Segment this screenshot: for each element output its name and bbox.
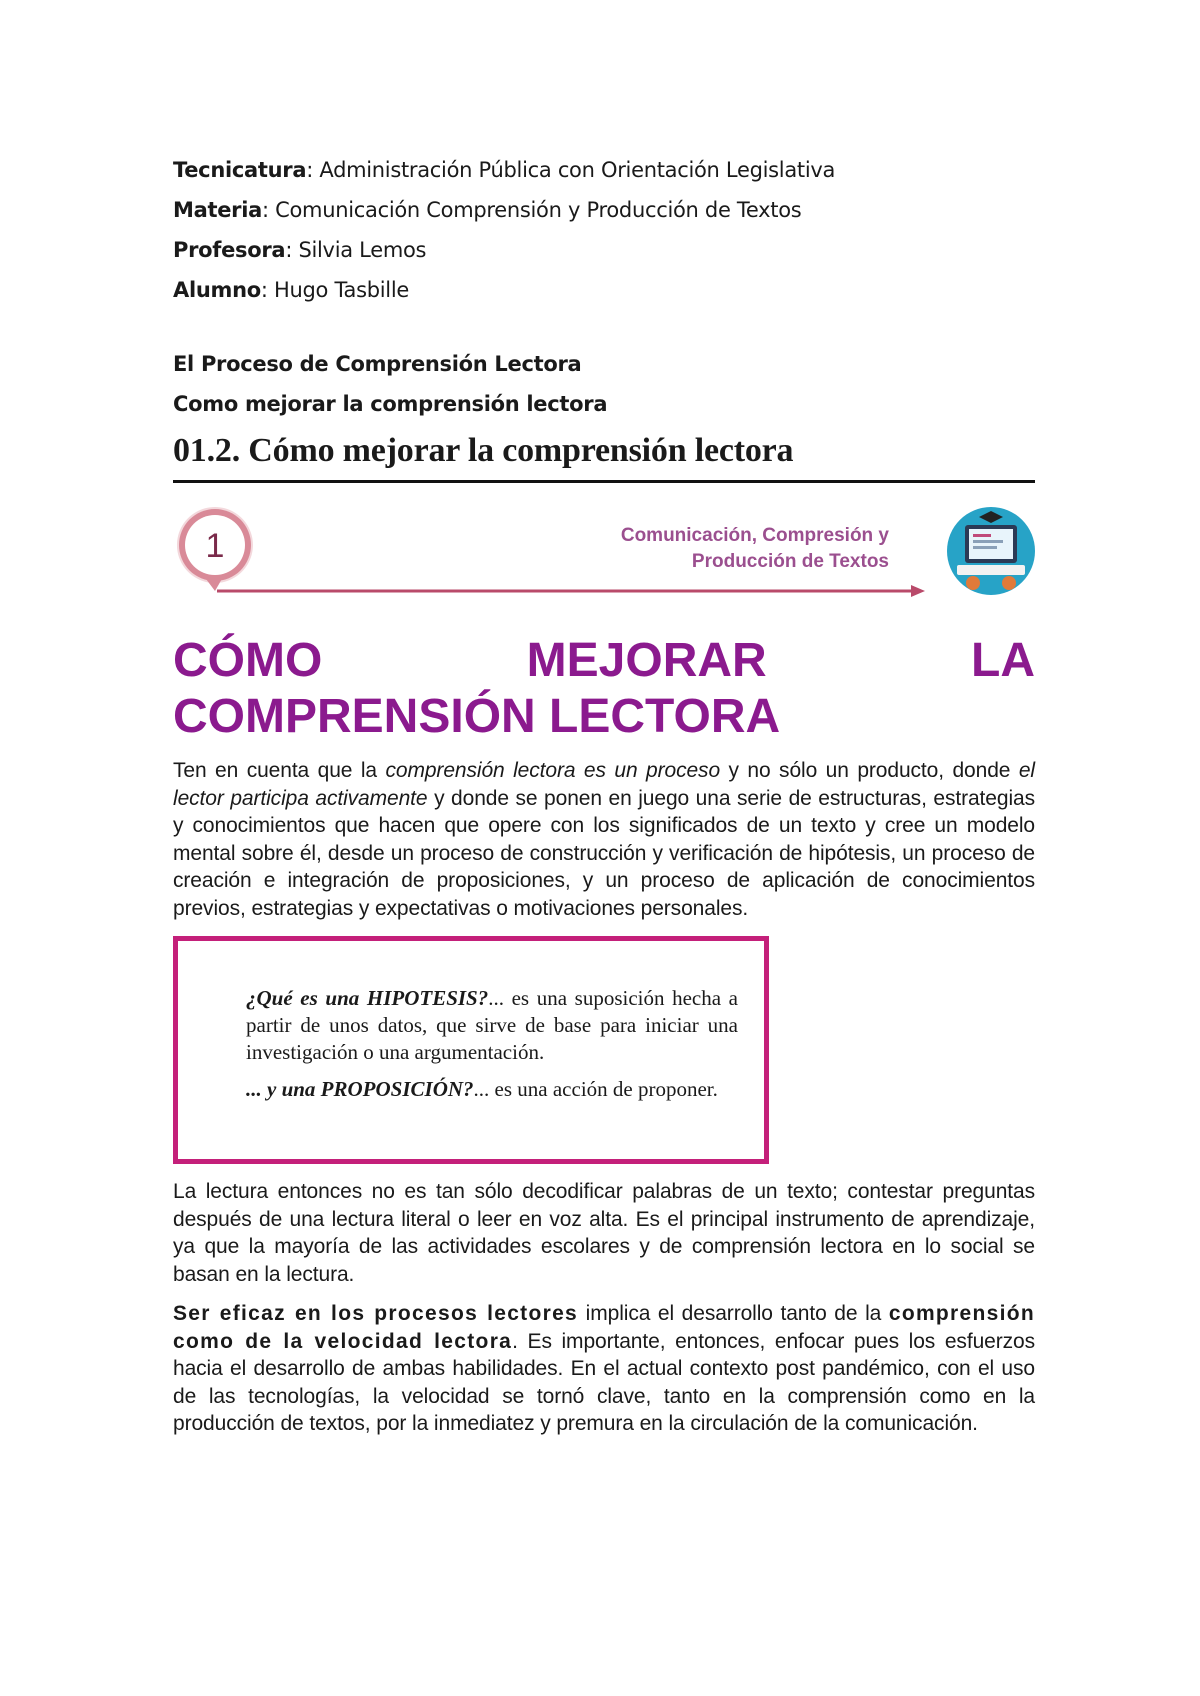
banner-number: 1 bbox=[205, 527, 225, 565]
main-title-word2: MEJORAR bbox=[526, 634, 767, 687]
section-banner bbox=[173, 505, 1035, 615]
reading-paragraph: La lectura entonces no es tan sólo decodificar palabras de un texto; contestar preguntas después de una lectura literal o leer en voz alta. Es el principal instrumento de aprendizaje, ya que la mayoría de las actividades escolares y de comprensión lectora en lo social se basan en la lectura. bbox=[173, 1180, 1035, 1286]
alumno-value: : Hugo Tasbille bbox=[260, 278, 409, 302]
computer-student-icon bbox=[947, 507, 1035, 595]
alumno-label: Alumno bbox=[173, 278, 261, 302]
intro-text-1: Ten en cuenta que la bbox=[173, 759, 386, 782]
profesora-value: : Silvia Lemos bbox=[285, 238, 427, 262]
proposicion-question: ... y una PROPOSICIÓN? bbox=[246, 1077, 474, 1101]
tecnicatura-value: : Administración Pública con Orientación Legislativa bbox=[306, 158, 836, 182]
main-title-row2: COMPRENSIÓN LECTORA bbox=[173, 690, 781, 743]
materia-value: : Comunicación Comprensión y Producción de Textos bbox=[261, 198, 802, 222]
intro-text-3: y donde se ponen en juego una serie de estructuras, estrategias y conocimientos que hacen que opere con los significados de un texto y cree un modelo mental sobre él, desde un proceso de construcción y verificación de hipótesis, un proceso de creación e integración de proposiciones, y un proceso de aplicación de conocimientos previos, estrategias y expectativas o motivaciones personales. bbox=[173, 786, 1035, 920]
banner-caption-line1: Comunicación, Compresión y bbox=[620, 525, 889, 546]
main-title-word3: LA bbox=[971, 634, 1035, 687]
tecnicatura-label: Tecnicatura bbox=[173, 158, 307, 182]
banner-caption bbox=[621, 523, 889, 575]
intro-text-2: y no sólo un producto, donde bbox=[720, 759, 1019, 782]
definition-proposicion bbox=[246, 1076, 738, 1103]
document-page bbox=[173, 150, 1035, 1438]
proposicion-answer: ... es una acción de proponer. bbox=[473, 1077, 718, 1101]
materia-label: Materia bbox=[173, 198, 262, 222]
definition-hipotesis bbox=[246, 985, 738, 1066]
main-title-row1 bbox=[173, 633, 1035, 689]
arrow-head-icon bbox=[911, 585, 925, 597]
alumno-line bbox=[173, 270, 1035, 310]
efficacy-text-2: . Es importante, entonces, enfocar pues los esfuerzos hacia el desarrollo de ambas habilidades. En el actual contexto post pandémico, con el uso de las tecnologías, la velocidad se tornó clave, tanto en la comprensión como en la producción de textos, por la inmediatez y premura en la circulación de la comunicación. bbox=[173, 1329, 1036, 1435]
profesora-line bbox=[173, 230, 1035, 270]
main-title-word1: CÓMO bbox=[173, 634, 323, 687]
main-title bbox=[173, 633, 1035, 745]
banner-caption-line2: Producción de Textos bbox=[691, 551, 889, 572]
section-heading: 01.2. Cómo mejorar la comprensión lectora bbox=[173, 432, 1035, 483]
profesora-label: Profesora bbox=[173, 238, 286, 262]
document-subtitle: Como mejorar la comprensión lectora bbox=[173, 392, 608, 416]
efficacy-paragraph bbox=[173, 1300, 1035, 1438]
hipotesis-question: ¿Qué es una HIPOTESIS? bbox=[246, 986, 489, 1010]
tecnicatura-line bbox=[173, 150, 1035, 190]
efficacy-text-1: implica el desarrollo tanto de la bbox=[578, 1302, 889, 1325]
definition-box bbox=[173, 936, 769, 1164]
materia-line bbox=[173, 190, 1035, 230]
number-pin-icon bbox=[177, 507, 253, 591]
intro-paragraph bbox=[173, 757, 1035, 922]
intro-emphasis-1: comprensión lectora es un proceso bbox=[385, 759, 721, 782]
efficacy-bold-2: comprensión como de la velocidad lectora bbox=[173, 1302, 1035, 1353]
document-title: El Proceso de Comprensión Lectora bbox=[173, 352, 582, 376]
intro-emphasis-2: el lector participa activamente bbox=[173, 759, 1035, 810]
hipotesis-answer: ... es una suposición hecha a partir de unos datos, que sirve de base para iniciar una investigación o una argumentación. bbox=[246, 986, 738, 1064]
efficacy-bold-1: Ser eficaz en los procesos lectores bbox=[173, 1302, 579, 1325]
banner-graphic bbox=[173, 505, 1035, 615]
